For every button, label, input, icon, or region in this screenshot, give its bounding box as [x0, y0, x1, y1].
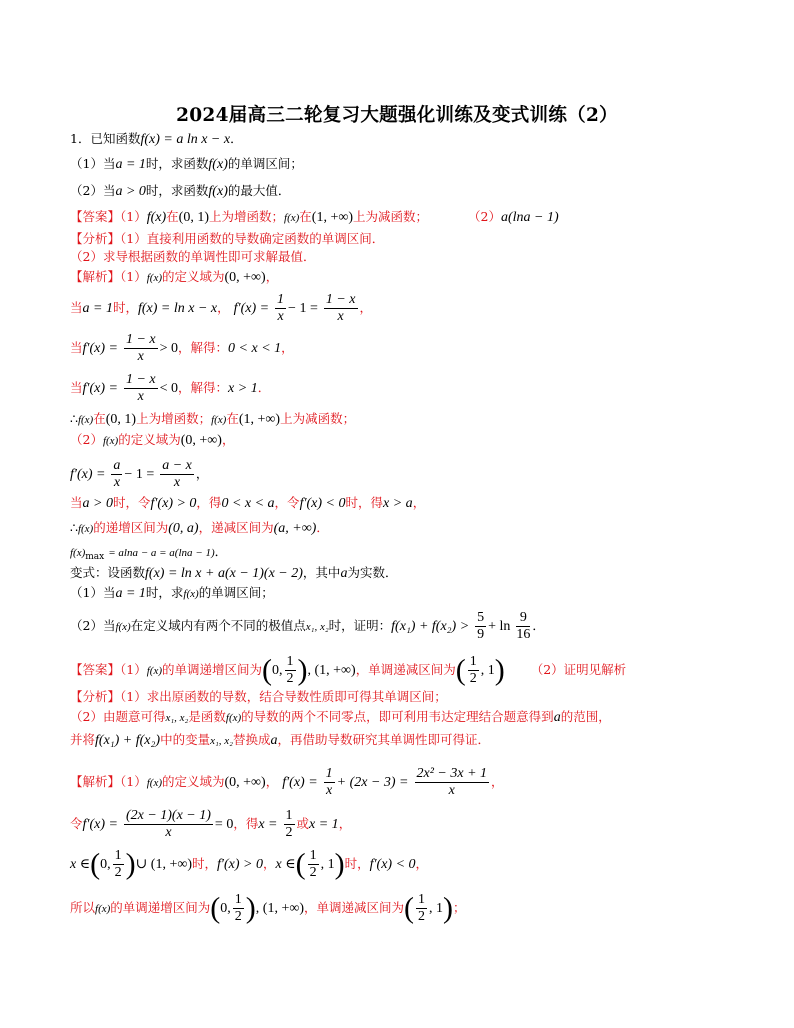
variant-solution-line4: 所以f(x)的单调递增区间为(0, $\frac{1}{2}$ ), (1, +∞)，单调递减区间为( $\frac{1}{2}$ , 1)； — [70, 891, 466, 925]
answer-label: 【答案】 — [70, 209, 121, 224]
problem1-answer: 【答案】（1）f(x)在(0, 1)上为增函数；f(x)在(1, +∞)上为减函数； （2）a(lna − 1) — [70, 209, 559, 225]
problem1-part2: （2）当a > 0时，求函数f(x)的最大值． — [70, 183, 291, 199]
fraction: $\frac{(2x - 1)(x - 1)}{x}$ — [125, 808, 211, 840]
variant-solution-line2: 令f′(x) = $\frac{(2x - 1)(x - 1)}{x}$ = 0，得x = $\frac{1}{2}$ 或x = 1， — [70, 808, 352, 840]
fraction: $\frac{\text{2x² − 3x + 1}}{x}$ — [416, 766, 488, 798]
fraction: $\frac{1}{2}$ — [469, 654, 477, 686]
fraction: $\frac{1 - x}{x}$ — [325, 292, 356, 324]
fraction: $\frac{1}{2}$ — [418, 892, 426, 924]
fraction: $\frac{1}{x}$ — [277, 292, 285, 324]
page-title: 2024届高三二轮复习大题强化训练及变式训练（2） — [176, 105, 618, 126]
variant-part1: （1）当a = 1时，求f(x)的单调区间； — [70, 585, 274, 601]
fraction: $\frac{1}{x}$ — [325, 766, 333, 798]
problem1-part1: （1）当a = 1时，求函数f(x)的单调区间； — [70, 156, 303, 172]
problem1-solution-line2: 当a = 1时，f(x) = ln x − x， f′(x) = $\frac{1}{x}$ − 1 = $\frac{1 - x}{x}$ ， — [70, 292, 373, 324]
fraction: $\frac{1}{2}$ — [234, 892, 242, 924]
variant-analysis3: 并将f(x₁) + f(x₂)中的变量x₁, x₂替换成a，再借助导数研究其单调性即可得证． — [70, 732, 491, 748]
fraction: $\frac{9}{16}$ — [516, 610, 531, 642]
problem1-solution-line3: 当f′(x) = $\frac{1 - x}{x}$ > 0，解得：0 < x < 1， — [70, 332, 294, 364]
fraction: $\frac{5}{9}$ — [477, 610, 485, 642]
problem1-solution-line10: $f(x)_{max} = alna - a = a(\ln a - 1)$． — [70, 544, 228, 562]
variant-answer: 【答案】（1）f(x)的单调递增区间为(0, $\frac{1}{2}$ ), (1, +∞)，单调递减区间为( $\frac{1}{2}$ , 1) （2）证明见解析 — [70, 653, 627, 687]
problem1-solution-line8: 当a > 0时，令f′(x) > 0，得0 < x < a，令f′(x) < 0时，得x > a， — [70, 495, 426, 511]
problem1-solution-line5: ∴f(x)在(0, 1)上为增函数；f(x)在(1, +∞)上为减函数； — [70, 411, 356, 427]
problem1-solution-line6: （2）f(x)的定义域为(0, +∞)， — [70, 432, 235, 448]
fraction: $\frac{a - x}{x}$ — [162, 458, 192, 490]
variant-analysis2: （2）由题意可得x₁, x₂是函数f(x)的导数的两个不同零点，即可利用韦达定理结合题意得到a的范围， — [70, 709, 611, 725]
variant-solution-line1: 【解析】（1）f(x)的定义域为(0, +∞)， f′(x) = $\frac{1}{x}$ + (2x − 3) = $\frac{\text{2x² − 3x + 1}}{x}$ ， — [70, 766, 504, 798]
problem1-analysis2: （2）求导根据函数的单调性即可求解最值． — [70, 249, 316, 264]
fraction: $\frac{a}{x}$ — [113, 458, 121, 490]
problem1-solution-line4: 当f′(x) = $\frac{1 - x}{x}$ < 0，解得：x > 1． — [70, 372, 271, 404]
fraction: $\frac{1}{2}$ — [309, 848, 317, 880]
variant-part2: （2）当f(x)在定义域内有两个不同的极值点x₁, x₂时，证明：f(x₁) + f(x₂) > $\frac{5}{9}$ + ln $\frac{9}{16}$ ． — [70, 610, 545, 642]
fraction: $\frac{1 - x}{x}$ — [125, 332, 156, 364]
problem1-stem: 1．已知函数f(x) = a ln x − x． — [70, 131, 243, 147]
fraction: $\frac{1}{2}$ — [286, 654, 294, 686]
problem1-solution-line9: ∴f(x)的递增区间为(0, a)，递减区间为(a, +∞)． — [70, 520, 329, 536]
problem1-analysis: 【分析】（1）直接利用函数的导数确定函数的单调区间． — [70, 231, 385, 246]
fraction: $\frac{1}{2}$ — [114, 848, 122, 880]
variant-solution-line3: x ∈(0, $\frac{1}{2}$ )∪ (1, +∞)时，f′(x) > 0，x ∈( $\frac{1}{2}$ , 1)时，f′(x) < 0， — [70, 847, 429, 881]
fraction: $\frac{1 - x}{x}$ — [125, 372, 156, 404]
fraction: $\frac{1}{2}$ — [285, 808, 293, 840]
problem1-solution-line1: 【解析】（1）f(x)的定义域为(0, +∞)， — [70, 269, 279, 285]
variant-stem: 变式：设函数f(x) = ln x + a(x − 1)(x − 2)，其中a为实数． — [70, 565, 398, 581]
variant-analysis1: 【分析】（1）求出原函数的导数，结合导数性质即可得其单调区间； — [70, 689, 447, 704]
problem1-solution-line7: f′(x) = $\frac{a}{x}$ − 1 = $\frac{a - x}{x}$ ， — [70, 458, 209, 490]
